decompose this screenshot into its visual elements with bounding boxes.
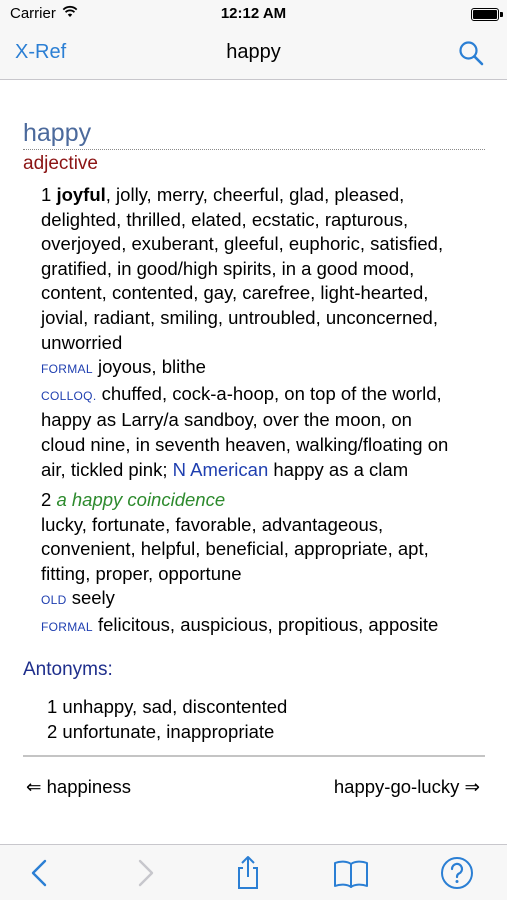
previous-entry-link[interactable]: ⇐ happiness bbox=[26, 776, 131, 797]
sense-1 bbox=[41, 183, 486, 482]
bookmarks-icon[interactable] bbox=[333, 855, 369, 891]
sense-2 bbox=[41, 488, 486, 640]
navigation-bar bbox=[0, 28, 507, 80]
synonym-line: overjoyed, exuberant, gleeful, euphoric, satisfied, bbox=[41, 233, 444, 255]
old-synonyms: seely bbox=[71, 587, 115, 609]
xref-button[interactable]: X-Ref bbox=[15, 41, 67, 63]
synonym-line: convenient, helpful, beneficial, appropriate, apt, bbox=[41, 538, 429, 560]
search-icon[interactable] bbox=[457, 39, 485, 67]
synonym-line: content, contented, gay, carefree, light-hearted, bbox=[41, 282, 429, 304]
register-label-formal: FORMAL bbox=[41, 619, 93, 634]
colloq-synonyms: air, tickled pink; bbox=[41, 458, 168, 480]
colloq-synonyms: cloud nine, in seventh heaven, walking/floating on bbox=[41, 433, 449, 455]
divider bbox=[23, 755, 485, 757]
sense-keyword: joyful bbox=[56, 184, 106, 205]
formal-synonyms: joyous, blithe bbox=[97, 356, 206, 378]
synonym-line: fitting, proper, opportune bbox=[41, 562, 242, 584]
synonym-line: , jolly, merry, cheerful, glad, pleased, bbox=[105, 184, 405, 205]
register-label-formal: FORMAL bbox=[41, 362, 93, 377]
part-of-speech: adjective bbox=[23, 153, 98, 174]
synonym-line: delighted, thrilled, elated, ecstatic, rapturous, bbox=[41, 208, 409, 230]
battery-nub bbox=[500, 12, 503, 17]
synonym-line: lucky, fortunate, favorable, advantageous, bbox=[41, 513, 384, 535]
antonyms-list bbox=[47, 695, 287, 744]
regional-synonym: happy as a clam bbox=[273, 458, 409, 480]
battery-icon bbox=[471, 8, 499, 21]
synonym-line: gratified, in good/high spirits, in a good mood, bbox=[41, 257, 415, 279]
status-bar bbox=[0, 0, 507, 28]
sense-number: 1 bbox=[41, 184, 52, 205]
share-icon[interactable] bbox=[230, 855, 266, 891]
antonyms-heading: Antonyms: bbox=[23, 659, 113, 680]
colloq-synonyms: chuffed, cock-a-hoop, on top of the world, bbox=[101, 382, 442, 404]
bottom-toolbar bbox=[0, 844, 507, 900]
page-title: happy bbox=[226, 41, 281, 63]
back-icon[interactable] bbox=[22, 855, 58, 891]
sense-number: 2 bbox=[41, 489, 52, 510]
antonym-item: 2 unfortunate, inappropriate bbox=[47, 720, 275, 742]
colloq-synonyms: happy as Larry/a sandboy, over the moon, on bbox=[41, 409, 412, 431]
synonym-line: unworried bbox=[41, 331, 123, 353]
next-entry-link[interactable]: happy-go-lucky ⇒ bbox=[333, 776, 480, 797]
formal-synonyms: felicitous, auspicious, propitious, apposite bbox=[97, 613, 439, 635]
region-label: N American bbox=[172, 458, 269, 480]
synonym-line: jovial, radiant, smiling, untroubled, unconcerned, bbox=[41, 306, 438, 328]
antonym-item: 1 unhappy, sad, discontented bbox=[47, 696, 288, 717]
register-label-old: OLD bbox=[41, 593, 67, 608]
clock: 12:12 AM bbox=[220, 5, 287, 22]
carrier-label: Carrier bbox=[10, 5, 56, 22]
forward-icon[interactable] bbox=[127, 855, 163, 891]
register-label-colloq: COLLOQ. bbox=[41, 388, 97, 403]
entry-content bbox=[0, 80, 507, 844]
help-icon[interactable] bbox=[439, 855, 475, 891]
headword: happy bbox=[23, 118, 485, 150]
usage-example: a happy coincidence bbox=[56, 489, 226, 510]
